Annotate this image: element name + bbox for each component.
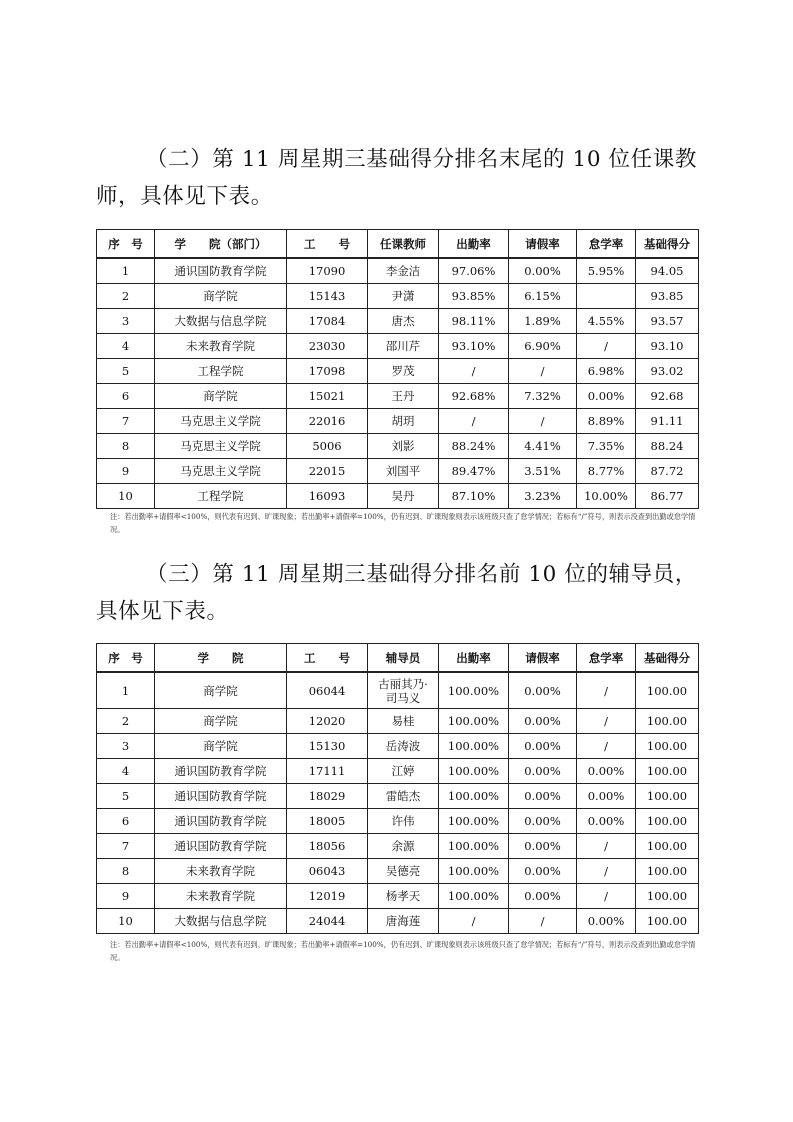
cell-attendance-rate: 100.00%: [439, 859, 509, 884]
cell-base-score: 100.00: [636, 884, 699, 909]
cell-attendance-rate: 88.24%: [439, 434, 509, 459]
cell-base-score: 100.00: [636, 759, 699, 784]
cell-attendance-rate: 89.47%: [439, 459, 509, 484]
cell-index: 10: [97, 909, 155, 934]
cell-leave-rate: 6.90%: [509, 334, 577, 359]
cell-leave-rate: 6.15%: [509, 284, 577, 309]
cell-name: 唐海莲: [368, 909, 439, 934]
cell-staff-id: 22016: [287, 409, 368, 434]
section-2-heading: （二）第 11 周星期三基础得分排名末尾的 10 位任课教师，具体见下表。: [96, 147, 697, 209]
cell-college: 商学院: [155, 734, 287, 759]
table-row: [97, 309, 699, 334]
table-row: [97, 409, 699, 434]
cell-staff-id: 16093: [287, 484, 368, 509]
cell-attendance-rate: 100.00%: [439, 759, 509, 784]
table-row: [97, 834, 699, 859]
cell-name: 刘影: [368, 434, 439, 459]
cell-name: 古丽其乃·司马义: [368, 672, 439, 709]
counselor-ranking-table: [96, 643, 699, 934]
cell-leave-rate: 0.00%: [509, 834, 577, 859]
cell-staff-id: 15021: [287, 384, 368, 409]
table-row: [97, 784, 699, 809]
cell-truancy-rate: 0.00%: [577, 384, 636, 409]
cell-name: 杨孝天: [368, 884, 439, 909]
cell-staff-id: 06044: [287, 672, 368, 709]
cell-attendance-rate: 87.10%: [439, 484, 509, 509]
cell-base-score: 100.00: [636, 672, 699, 709]
cell-name: 吴德亮: [368, 859, 439, 884]
col-header-college: 学 院: [155, 644, 287, 673]
cell-name: 胡玥: [368, 409, 439, 434]
cell-staff-id: 06043: [287, 859, 368, 884]
cell-attendance-rate: 100.00%: [439, 809, 509, 834]
cell-attendance-rate: /: [439, 909, 509, 934]
cell-truancy-rate: 6.98%: [577, 359, 636, 384]
table-header-row: [97, 644, 699, 673]
table-row: [97, 284, 699, 309]
cell-base-score: 100.00: [636, 784, 699, 809]
cell-attendance-rate: 100.00%: [439, 834, 509, 859]
col-header-truancy-rate: 怠学率: [577, 230, 636, 259]
cell-name: 邵川芹: [368, 334, 439, 359]
cell-college: 商学院: [155, 709, 287, 734]
cell-college: 商学院: [155, 672, 287, 709]
cell-base-score: 100.00: [636, 709, 699, 734]
table-row: [97, 759, 699, 784]
cell-college: 大数据与信息学院: [155, 909, 287, 934]
cell-leave-rate: 0.00%: [509, 759, 577, 784]
teacher-ranking-table: [96, 229, 699, 509]
cell-name: 雷皓杰: [368, 784, 439, 809]
table-row: [97, 484, 699, 509]
cell-leave-rate: 0.00%: [509, 859, 577, 884]
cell-staff-id: 12020: [287, 709, 368, 734]
cell-name: 吴丹: [368, 484, 439, 509]
section-3-note: 注：若出勤率+请假率<100%，则代表有迟到、旷课现象；若出勤率+请假率=100%，仍有迟到、旷课现象则表示该班级只查了怠学情况；若标有“/”符号，则表示没查到出勤或怠学情况。: [110, 940, 696, 962]
cell-truancy-rate: 0.00%: [577, 759, 636, 784]
cell-index: 5: [97, 784, 155, 809]
cell-college: 工程学院: [155, 359, 287, 384]
col-header-leave-rate: 请假率: [509, 644, 577, 673]
cell-staff-id: 17111: [287, 759, 368, 784]
cell-attendance-rate: 100.00%: [439, 672, 509, 709]
cell-index: 10: [97, 484, 155, 509]
section-2-note: 注：若出勤率+请假率<100%，则代表有迟到、旷课现象；若出勤率+请假率=100%，仍有迟到、旷课现象则表示该班级只查了怠学情况；若标有“/”符号，则表示没查到出勤或怠学情况。: [110, 512, 696, 534]
cell-truancy-rate: 5.95%: [577, 258, 636, 284]
cell-staff-id: 17084: [287, 309, 368, 334]
cell-college: 马克思主义学院: [155, 434, 287, 459]
col-header-base-score: 基础得分: [636, 230, 699, 259]
col-header-leave-rate: 请假率: [509, 230, 577, 259]
cell-base-score: 93.02: [636, 359, 699, 384]
cell-index: 8: [97, 434, 155, 459]
cell-index: 4: [97, 334, 155, 359]
col-header-attendance-rate: 出勤率: [439, 644, 509, 673]
cell-base-score: 100.00: [636, 734, 699, 759]
table-row: [97, 909, 699, 934]
cell-index: 1: [97, 258, 155, 284]
cell-leave-rate: 7.32%: [509, 384, 577, 409]
cell-base-score: 93.57: [636, 309, 699, 334]
cell-attendance-rate: 100.00%: [439, 884, 509, 909]
cell-truancy-rate: /: [577, 334, 636, 359]
table-header-row: [97, 230, 699, 259]
cell-name: 江婷: [368, 759, 439, 784]
cell-name: 李金洁: [368, 258, 439, 284]
cell-college: 马克思主义学院: [155, 409, 287, 434]
cell-index: 1: [97, 672, 155, 709]
cell-truancy-rate: [577, 284, 636, 309]
cell-college: 马克思主义学院: [155, 459, 287, 484]
cell-attendance-rate: 93.85%: [439, 284, 509, 309]
col-header-staff-id: 工 号: [287, 644, 368, 673]
table-row: [97, 859, 699, 884]
cell-index: 6: [97, 809, 155, 834]
table-row: [97, 459, 699, 484]
cell-truancy-rate: 10.00%: [577, 484, 636, 509]
table-row: [97, 672, 699, 709]
cell-leave-rate: 0.00%: [509, 734, 577, 759]
cell-truancy-rate: /: [577, 709, 636, 734]
cell-truancy-rate: /: [577, 734, 636, 759]
col-header-truancy-rate: 怠学率: [577, 644, 636, 673]
cell-staff-id: 17090: [287, 258, 368, 284]
cell-name: 王丹: [368, 384, 439, 409]
table-row: [97, 258, 699, 284]
cell-staff-id: 23030: [287, 334, 368, 359]
cell-name: 刘国平: [368, 459, 439, 484]
cell-truancy-rate: /: [577, 859, 636, 884]
cell-college: 通识国防教育学院: [155, 784, 287, 809]
col-header-index: 序 号: [97, 230, 155, 259]
cell-name: 许伟: [368, 809, 439, 834]
cell-truancy-rate: /: [577, 884, 636, 909]
cell-base-score: 88.24: [636, 434, 699, 459]
cell-staff-id: 18056: [287, 834, 368, 859]
cell-attendance-rate: 97.06%: [439, 258, 509, 284]
cell-staff-id: 17098: [287, 359, 368, 384]
cell-college: 未来教育学院: [155, 859, 287, 884]
cell-staff-id: 15130: [287, 734, 368, 759]
cell-attendance-rate: 100.00%: [439, 709, 509, 734]
cell-attendance-rate: 100.00%: [439, 734, 509, 759]
cell-index: 7: [97, 409, 155, 434]
cell-index: 5: [97, 359, 155, 384]
cell-leave-rate: 0.00%: [509, 784, 577, 809]
cell-base-score: 87.72: [636, 459, 699, 484]
cell-base-score: 91.11: [636, 409, 699, 434]
cell-truancy-rate: 0.00%: [577, 784, 636, 809]
cell-attendance-rate: 98.11%: [439, 309, 509, 334]
cell-index: 9: [97, 459, 155, 484]
table-row: [97, 384, 699, 409]
cell-index: 2: [97, 284, 155, 309]
col-header-attendance-rate: 出勤率: [439, 230, 509, 259]
cell-leave-rate: /: [509, 909, 577, 934]
cell-staff-id: 15143: [287, 284, 368, 309]
cell-leave-rate: /: [509, 359, 577, 384]
cell-index: 4: [97, 759, 155, 784]
cell-attendance-rate: 100.00%: [439, 784, 509, 809]
table-row: [97, 434, 699, 459]
table-row: [97, 359, 699, 384]
cell-truancy-rate: 0.00%: [577, 909, 636, 934]
cell-name: 唐杰: [368, 309, 439, 334]
cell-name: 尹潇: [368, 284, 439, 309]
table-row: [97, 709, 699, 734]
cell-college: 通识国防教育学院: [155, 834, 287, 859]
cell-leave-rate: 1.89%: [509, 309, 577, 334]
cell-staff-id: 18005: [287, 809, 368, 834]
cell-attendance-rate: /: [439, 359, 509, 384]
cell-leave-rate: 0.00%: [509, 709, 577, 734]
cell-index: 3: [97, 734, 155, 759]
cell-college: 通识国防教育学院: [155, 258, 287, 284]
cell-attendance-rate: 92.68%: [439, 384, 509, 409]
cell-index: 8: [97, 859, 155, 884]
cell-leave-rate: 0.00%: [509, 809, 577, 834]
cell-truancy-rate: 0.00%: [577, 809, 636, 834]
cell-index: 2: [97, 709, 155, 734]
cell-attendance-rate: 93.10%: [439, 334, 509, 359]
cell-name: 易桂: [368, 709, 439, 734]
cell-name: 余源: [368, 834, 439, 859]
cell-leave-rate: 0.00%: [509, 672, 577, 709]
cell-truancy-rate: /: [577, 672, 636, 709]
cell-leave-rate: 4.41%: [509, 434, 577, 459]
cell-college: 商学院: [155, 384, 287, 409]
table-row: [97, 809, 699, 834]
cell-leave-rate: 3.51%: [509, 459, 577, 484]
cell-college: 通识国防教育学院: [155, 759, 287, 784]
cell-base-score: 100.00: [636, 909, 699, 934]
cell-index: 6: [97, 384, 155, 409]
col-header-college: 学 院（部门）: [155, 230, 287, 259]
cell-leave-rate: /: [509, 409, 577, 434]
cell-leave-rate: 0.00%: [509, 884, 577, 909]
cell-base-score: 100.00: [636, 859, 699, 884]
cell-college: 通识国防教育学院: [155, 809, 287, 834]
cell-base-score: 94.05: [636, 258, 699, 284]
col-header-index: 序 号: [97, 644, 155, 673]
cell-name: 岳涛波: [368, 734, 439, 759]
cell-staff-id: 24044: [287, 909, 368, 934]
cell-base-score: 100.00: [636, 834, 699, 859]
cell-base-score: 93.85: [636, 284, 699, 309]
cell-leave-rate: 0.00%: [509, 258, 577, 284]
cell-college: 工程学院: [155, 484, 287, 509]
cell-index: 3: [97, 309, 155, 334]
table-row: [97, 884, 699, 909]
cell-attendance-rate: /: [439, 409, 509, 434]
cell-index: 9: [97, 884, 155, 909]
col-header-base-score: 基础得分: [636, 644, 699, 673]
section-3-heading: （三）第 11 周星期三基础得分排名前 10 位的辅导员，具体见下表。: [96, 562, 697, 624]
cell-base-score: 92.68: [636, 384, 699, 409]
cell-truancy-rate: 7.35%: [577, 434, 636, 459]
cell-base-score: 100.00: [636, 809, 699, 834]
cell-truancy-rate: 8.89%: [577, 409, 636, 434]
cell-leave-rate: 3.23%: [509, 484, 577, 509]
cell-staff-id: 12019: [287, 884, 368, 909]
cell-staff-id: 5006: [287, 434, 368, 459]
cell-college: 商学院: [155, 284, 287, 309]
col-header-teacher: 任课教师: [368, 230, 439, 259]
cell-truancy-rate: 4.55%: [577, 309, 636, 334]
col-header-counselor: 辅导员: [368, 644, 439, 673]
cell-truancy-rate: 8.77%: [577, 459, 636, 484]
cell-truancy-rate: /: [577, 834, 636, 859]
cell-college: 大数据与信息学院: [155, 309, 287, 334]
cell-base-score: 86.77: [636, 484, 699, 509]
table-row: [97, 334, 699, 359]
cell-college: 未来教育学院: [155, 334, 287, 359]
cell-staff-id: 18029: [287, 784, 368, 809]
cell-base-score: 93.10: [636, 334, 699, 359]
cell-college: 未来教育学院: [155, 884, 287, 909]
cell-name: 罗茂: [368, 359, 439, 384]
cell-index: 7: [97, 834, 155, 859]
cell-staff-id: 22015: [287, 459, 368, 484]
table-row: [97, 734, 699, 759]
col-header-staff-id: 工 号: [287, 230, 368, 259]
